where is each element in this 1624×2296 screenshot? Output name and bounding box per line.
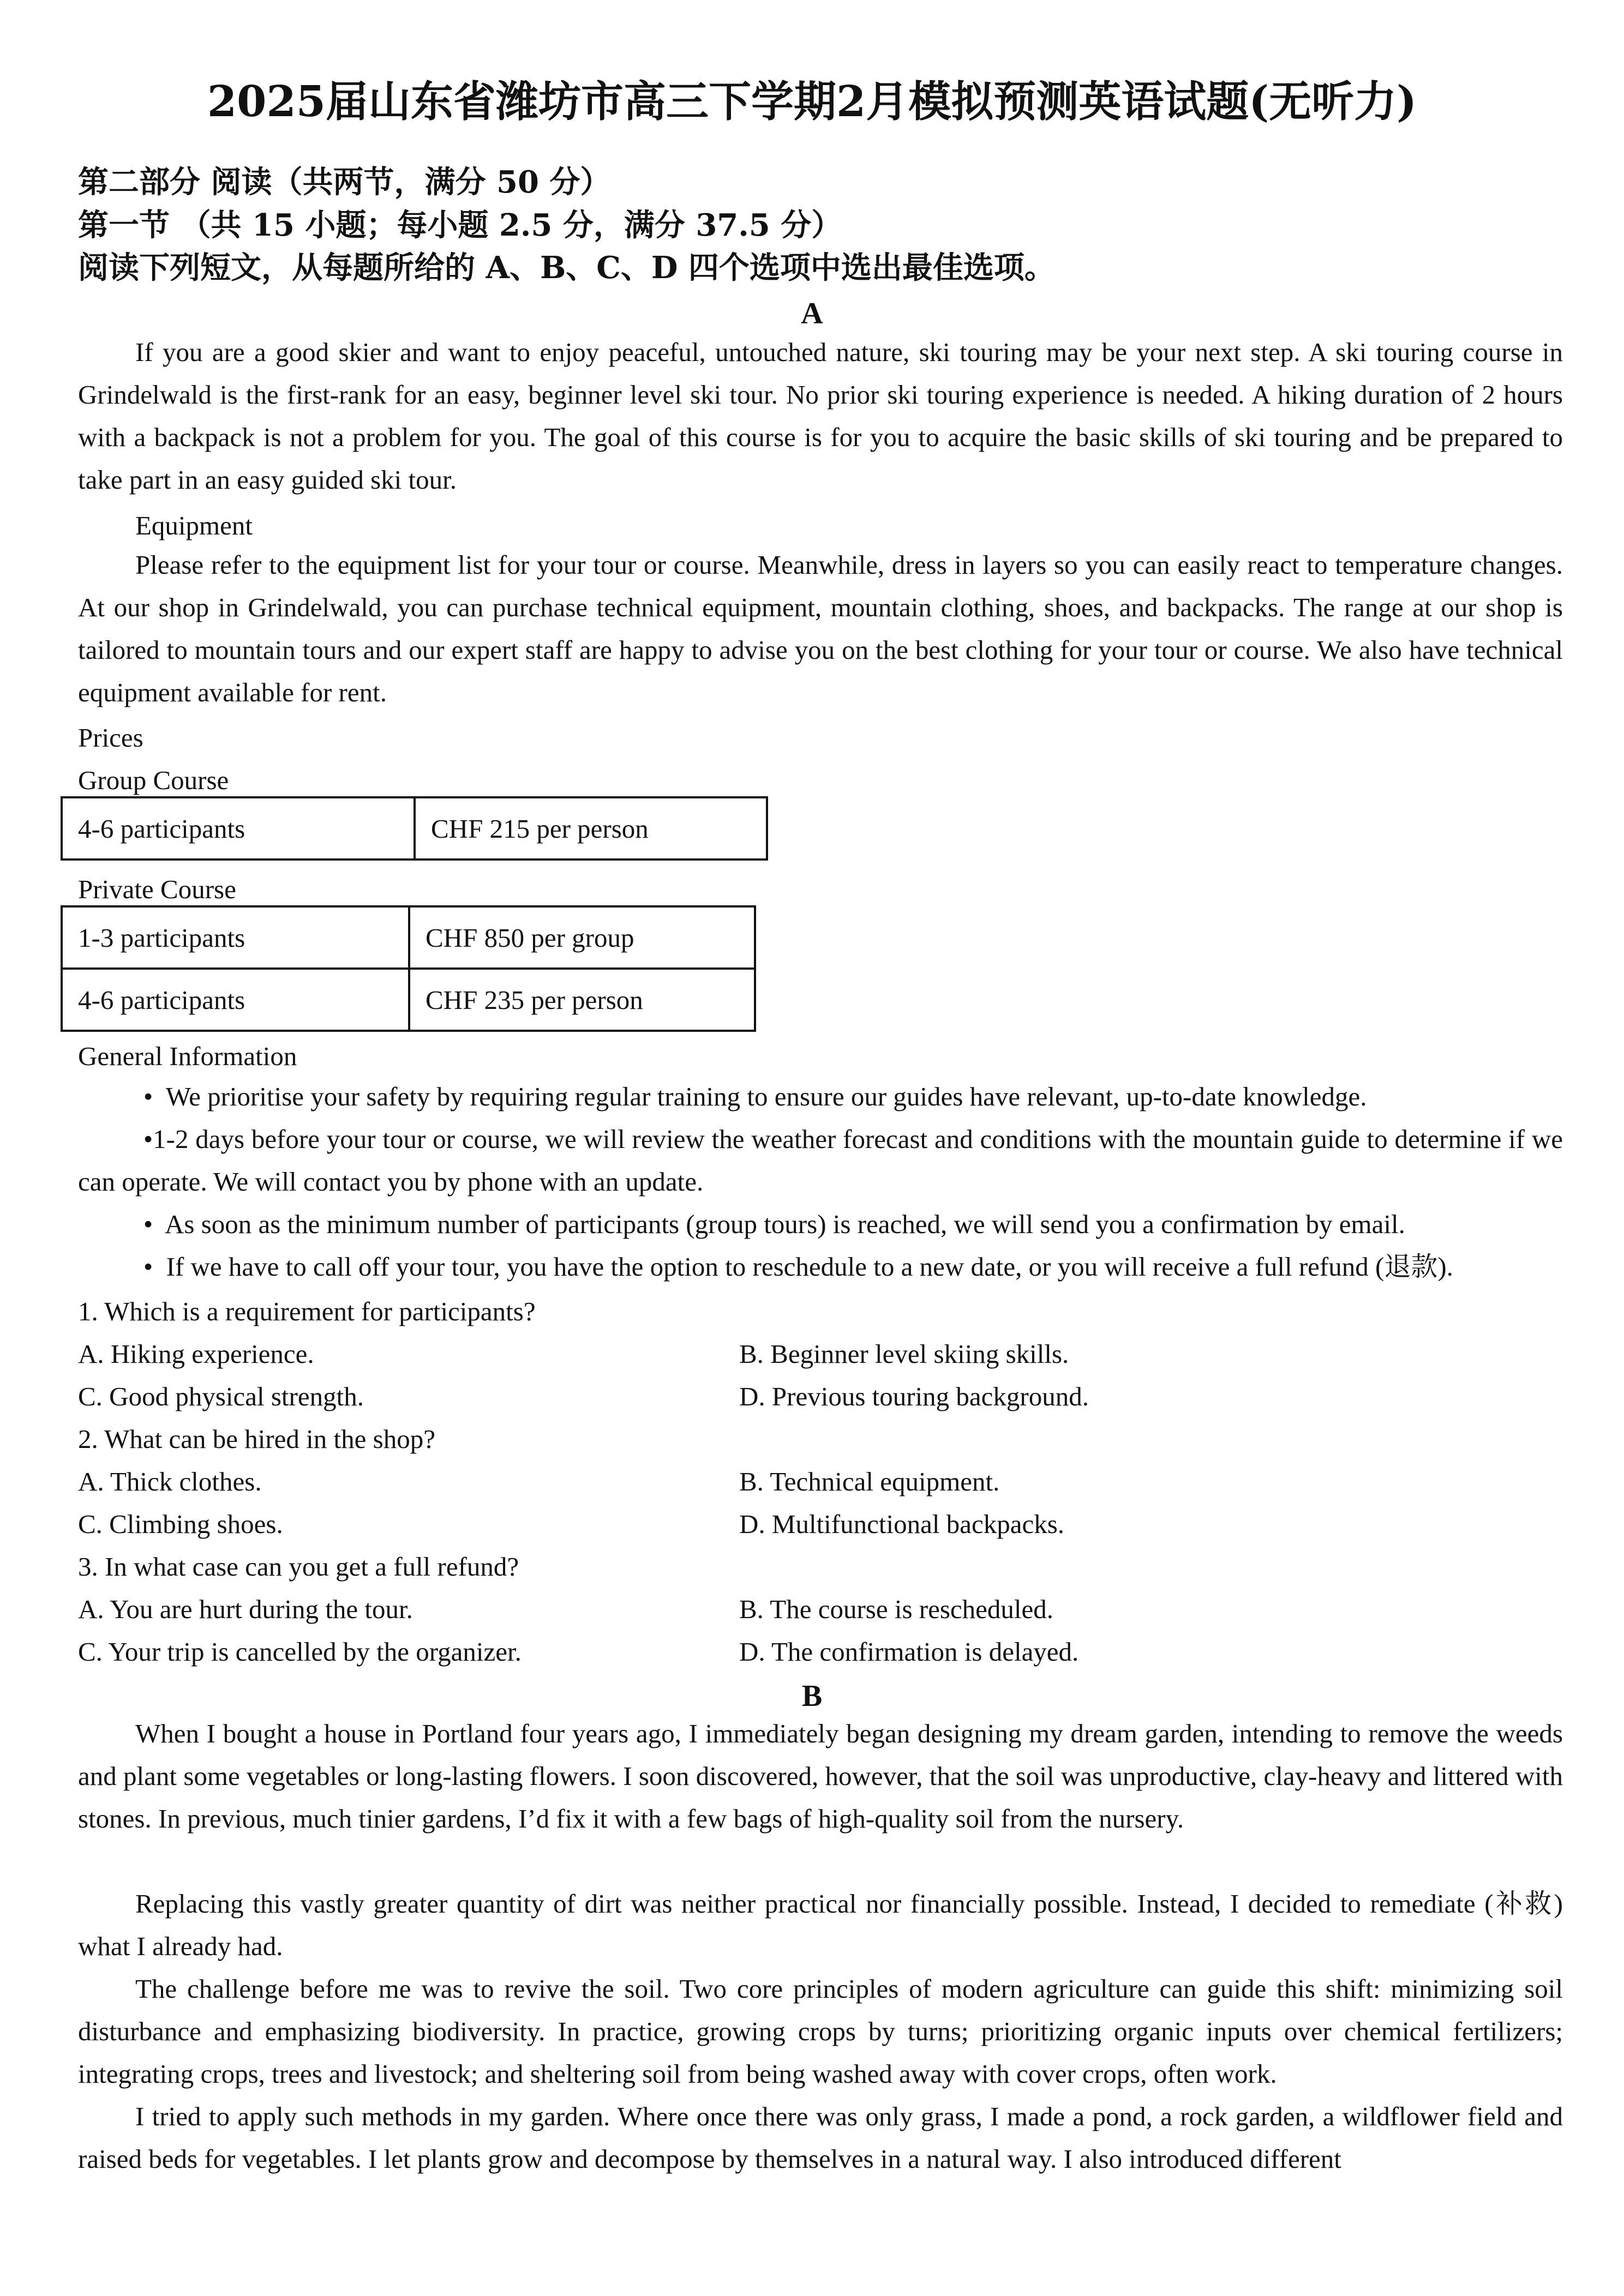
table-row xyxy=(62,906,755,969)
participants-cell: 4-6 participants xyxy=(62,797,415,860)
answer-option[interactable]: B. Technical equipment. xyxy=(739,1466,1000,1496)
passage-a-label: A xyxy=(801,297,823,330)
private-course-heading: Private Course xyxy=(78,874,236,904)
passage-b-paragraph: When I bought a house in Portland four years ago, I immediately began designing my dream garden, intending to remove the weeds and plant some vegetables or long-lasting flowers. I soon discovered, however, that the soil was unproductive, clay-heavy and littered with stones. In previous, much tinier gardens, I’d fix it with a few bags of high-quality soil from the nursery. xyxy=(78,1718,1563,1834)
equipment-text: Please refer to the equipment list for your tour or course. Meanwhile, dress in layers so you can easily react to temperature changes. At our shop in Grindelwald, you can purchase technical equipment, mountain clothing, shoes, and backpacks. The range at our shop is tailored to mountain tours and our expert staff are happy to advise you on the best clothing for your tour or course. We also have technical equipment available for rent. xyxy=(78,550,1563,707)
price-cell: CHF 850 per group xyxy=(409,906,755,969)
equipment-heading: Equipment xyxy=(135,510,253,540)
passage-b-label: B xyxy=(801,1679,823,1713)
price-cell: CHF 235 per person xyxy=(409,969,755,1031)
answer-option[interactable]: C. Your trip is cancelled by the organizer. xyxy=(78,1637,522,1667)
passage-a-intro: If you are a good skier and want to enjoy peaceful, untouched nature, ski touring may be your next step. A ski touring course in Grindelwald is the first-rank for an easy, beginner level ski tour. No prior ski touring experience is needed. A hiking duration of 2 hours with a backpack is not a problem for you. The goal of this course is for you to acquire the basic skills of ski touring and be prepared to take part in an easy guided ski tour. xyxy=(78,337,1563,495)
section-heading: 第一节 （共 15 小题；每小题 2.5 分，满分 37.5 分） xyxy=(78,207,842,243)
general-item: • We prioritise your safety by requiring regular training to ensure our guides have relevant, up-to-date knowledge. xyxy=(143,1081,1367,1111)
general-item: •1-2 days before your tour or course, we will review the weather forecast and conditions with the mountain guide to determine if we can operate. We will contact you by phone with an update. xyxy=(78,1124,1563,1197)
answer-option[interactable]: B. Beginner level skiing skills. xyxy=(739,1339,1069,1369)
answer-option[interactable]: A. Thick clothes. xyxy=(78,1466,262,1496)
answer-option[interactable]: C. Climbing shoes. xyxy=(78,1509,283,1539)
passage-b-paragraph: The challenge before me was to revive the soil. Two core principles of modern agriculture can guide this shift: minimizing soil disturbance and emphasizing biodiversity. In practice, growing crops by turns; prioritizing organic inputs over chemical fertilizers; integrating crops, trees and livestock; and sheltering soil from being washed away with cover crops, often work. xyxy=(78,1974,1563,2089)
bullet-icon: • xyxy=(143,1124,153,1154)
passage-b-paragraph: I tried to apply such methods in my garden. Where once there was only grass, I made a pond, a rock garden, a wildflower field and raised beds for vegetables. I let plants grow and decompose by themselves in a natural way. I also introduced different xyxy=(78,2101,1563,2174)
instruction: 阅读下列短文，从每题所给的 A、B、C、D 四个选项中选出最佳选项。 xyxy=(78,250,1055,286)
general-item: • As soon as the minimum number of participants (group tours) is reached, we will send you a confirmation by email. xyxy=(143,1209,1405,1239)
answer-option[interactable]: D. The confirmation is delayed. xyxy=(739,1637,1079,1667)
prices-heading: Prices xyxy=(78,723,143,753)
question-stem: 3. In what case can you get a full refund? xyxy=(78,1552,519,1582)
question-stem: 1. Which is a requirement for participants? xyxy=(78,1296,536,1326)
private-course-table xyxy=(61,905,756,1032)
bullet-icon: • xyxy=(143,1252,153,1282)
participants-cell: 4-6 participants xyxy=(62,969,409,1031)
group-course-heading: Group Course xyxy=(78,765,229,795)
bullet-icon: • xyxy=(143,1209,153,1239)
answer-option[interactable]: D. Previous touring background. xyxy=(739,1381,1089,1411)
answer-option[interactable]: D. Multifunctional backpacks. xyxy=(739,1509,1065,1539)
answer-option[interactable]: A. Hiking experience. xyxy=(78,1339,314,1369)
answer-option[interactable]: B. The course is rescheduled. xyxy=(739,1594,1054,1624)
question-stem: 2. What can be hired in the shop? xyxy=(78,1424,435,1454)
bullet-icon: • xyxy=(143,1081,153,1111)
exam-title: 2025届山东省潍坊市高三下学期2月模拟预测英语试题(无听力) xyxy=(207,77,1417,127)
passage-b-paragraph: Replacing this vastly greater quantity of dirt was neither practical nor financially possible. Instead, I decided to remediate (补救) what I already had. xyxy=(78,1889,1563,1961)
participants-cell: 1-3 participants xyxy=(62,906,409,969)
table-row xyxy=(62,969,755,1031)
general-info-heading: General Information xyxy=(78,1041,297,1071)
general-item: • If we have to call off your tour, you have the option to reschedule to a new date, or you will receive a full refund (退款). xyxy=(143,1252,1453,1282)
group-course-table xyxy=(61,796,768,861)
part-heading: 第二部分 阅读（共两节，满分 50 分） xyxy=(78,164,611,200)
answer-option[interactable]: A. You are hurt during the tour. xyxy=(78,1594,413,1624)
price-cell: CHF 215 per person xyxy=(415,797,767,860)
answer-option[interactable]: C. Good physical strength. xyxy=(78,1381,364,1411)
table-row xyxy=(62,797,767,860)
